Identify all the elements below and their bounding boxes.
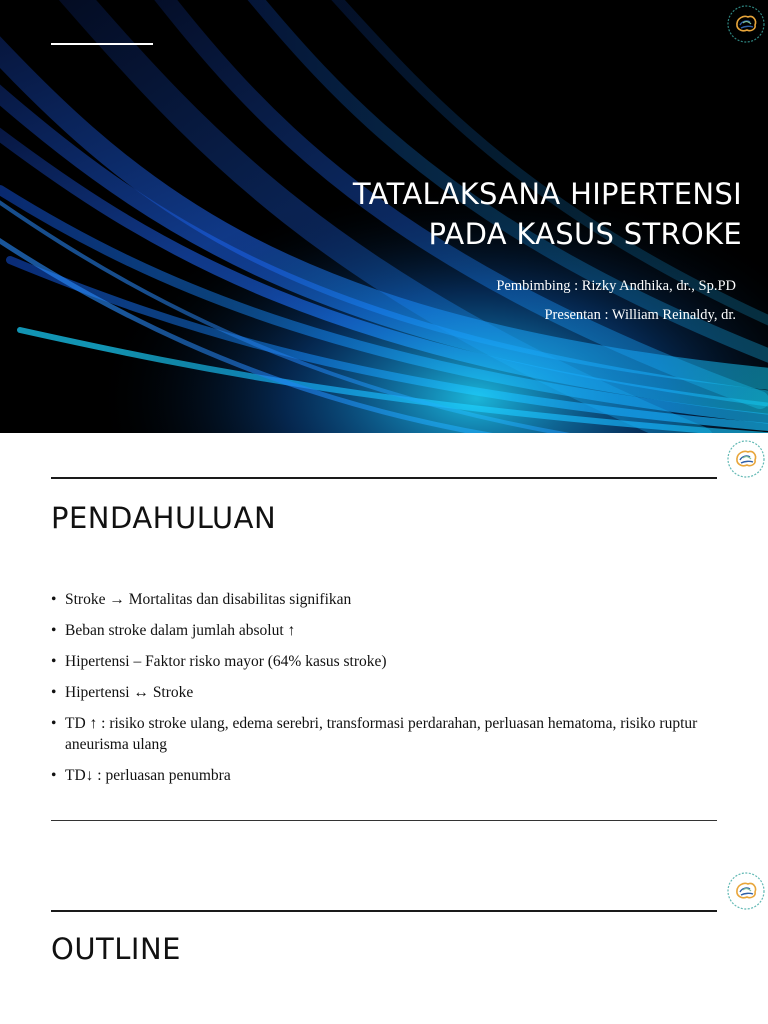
bottom-divider: [51, 820, 717, 821]
slide-title-line-1: TATALAKSANA HIPERTENSI: [352, 177, 742, 211]
brain-icon: [726, 871, 766, 911]
outline-slide: [0, 867, 768, 1024]
title-accent-line: [51, 43, 153, 45]
brain-icon: [726, 4, 766, 44]
slide-title: [182, 174, 742, 254]
top-divider: [51, 910, 717, 912]
slide-title-line-2: PADA KASUS STROKE: [428, 217, 742, 251]
list-item: • TD↓ : perluasan penumbra: [51, 765, 721, 786]
presentan-text: Presentan : William Reinaldy, dr.: [544, 307, 736, 323]
section-heading: OUTLINE: [51, 932, 181, 966]
bullet-list: [51, 589, 721, 796]
list-item: • Beban stroke dalam jumlah absolut ↑: [51, 620, 721, 641]
title-slide: [0, 0, 768, 433]
pendahuluan-slide: [0, 433, 768, 867]
section-heading: PENDAHULUAN: [51, 501, 277, 535]
list-item: • Stroke → Mortalitas dan disabilitas signifikan: [51, 589, 721, 610]
top-divider: [51, 477, 717, 479]
list-item: • Hipertensi – Faktor risko mayor (64% kasus stroke): [51, 651, 721, 672]
list-item: • TD ↑ : risiko stroke ulang, edema serebri, transformasi perdarahan, perluasan hematoma, risiko ruptur aneurisma ulang: [51, 713, 721, 755]
pembimbing-text: Pembimbing : Rizky Andhika, dr., Sp.PD: [496, 278, 736, 294]
brain-icon: [726, 439, 766, 479]
list-item: • Hipertensi ↔ Stroke: [51, 682, 721, 703]
